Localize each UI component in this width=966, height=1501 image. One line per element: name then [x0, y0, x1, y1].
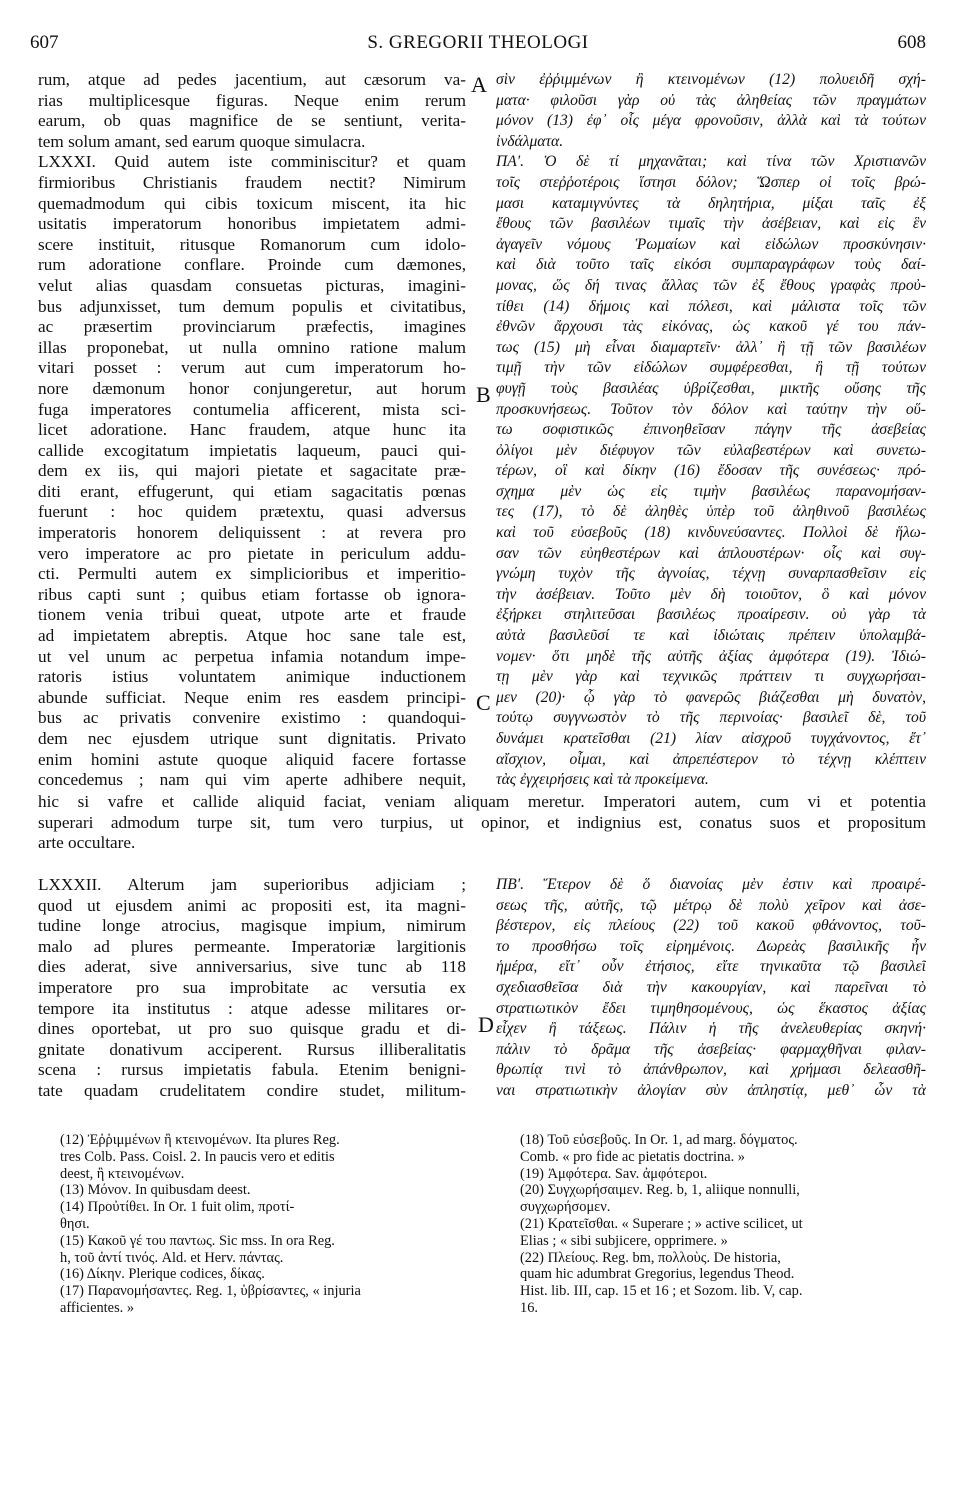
- greek-text-line: πάλιν τὸ δρᾶμα τῆς ἀσεβείας· φαρμαχθῆναι φιλαν-: [496, 1040, 926, 1058]
- latin-text-line: tem solum amant, sed earum quoque simulacra.: [38, 131, 366, 151]
- greek-text-line: σεως τῆς, αὐτῆς, τῷ μέτρῳ δὲ πολὺ χεῖρον καὶ ἀσε-: [496, 896, 926, 914]
- footnote-line: (15) Κακοῦ γέ του παντως. Sic mss. In ora Reg.: [60, 1232, 335, 1249]
- footnote-line: (13) Μόνον. In quibusdam deest.: [60, 1182, 251, 1199]
- latin-text-line: bus ac privatis convenire existimo : quandoqui-: [38, 708, 466, 728]
- footnote-line: (12) Ἐῤῥιμμένων ἢ κτεινομένων. Ita plures Reg.: [60, 1132, 340, 1148]
- greek-text-line: ἐθνῶν ἄρχουσι τὰς εἰκόνας, ὡς κακοῦ γέ του πάν-: [496, 318, 926, 336]
- greek-text-line: τούτῳ συγγνωστὸν τὸ τῆς περινοίας· βασιλεῖ δὲ, τοῦ: [496, 709, 926, 727]
- latin-text-line: dem ex iis, qui majori pietate et sagacitate præ-: [38, 461, 466, 481]
- latin-text-line: ribus capti sunt ; quibus etiam fortasse ob ignora-: [38, 584, 466, 604]
- running-title: S. GREGORII THEOLOGI: [367, 32, 589, 53]
- greek-text-line: σχεδιασθεῖσα διὰ τὴν κακουργίαν, καὶ παρεῖναι τὸ: [496, 978, 926, 996]
- greek-text-line: γνώμη τυχὸν τῆς ἀγνοίας, τέχνῃ συναρπασθεῖσιν εἰς: [496, 565, 926, 583]
- footnotes-right: [520, 1132, 926, 1317]
- footnote-line: quam hic adumbrat Gregorius, legendus Theod.: [520, 1266, 795, 1283]
- latin-text-line: gnitate donativum acciperent. Rursus illiberalitatis: [38, 1039, 466, 1059]
- latin-text-line: dies aderat, sive anniversarius, sive tunc ab 118: [38, 957, 466, 977]
- page-number-right: 608: [897, 32, 926, 53]
- footnotes-left: [60, 1132, 468, 1317]
- footnote-line: Elias ; « sibi subjicere, opprimere. »: [520, 1232, 728, 1249]
- greek-column-top: [496, 70, 926, 791]
- latin-text-line: tate quadam crudelitatem condire studet, militum-: [38, 1080, 466, 1100]
- greek-text-line: σὶν ἐῤῥιμμένων ἢ κτεινομένων (12) πολυειδῆ σχή-: [496, 71, 926, 88]
- greek-text-line: τῃ μὲν γὰρ καὶ τεχνικῶς πράττειν τι συγχωρήσαι-: [496, 668, 926, 686]
- greek-text-line: ἀγαγεῖν νόμους Ῥωμαίων καὶ εἰδώλων προσκύνησιν·: [496, 235, 926, 253]
- latin-text-line: tempore ita institutus : atque adesse militares or-: [38, 998, 466, 1018]
- footnote-line: συγχωρήσομεν.: [520, 1199, 611, 1216]
- greek-text-line: θρωπίᾳ τινὶ τὸ ἀπάνθρωπον, καὶ χρήμασι δελεασθῆ-: [496, 1061, 926, 1079]
- greek-text-line: ἡμέρα, εἴτ᾽ οὖν ἐτήσιος, εἴτε τηνικαῦτα τῷ βασιλεῖ: [496, 958, 926, 976]
- latin-text-line: quemadmodum qui cibis toxicum miscent, ita hic: [38, 193, 466, 213]
- latin-text-line: scere instituit, ritusque Romanorum cum idolo-: [38, 234, 466, 254]
- latin-column-top: [38, 70, 466, 791]
- greek-text-line: καὶ τοῦ εὐσεβοῦς (18) κινδυνεύσαντες. Πολλοὶ δὲ ἥλω-: [496, 524, 926, 542]
- footnote-line: (20) Συγχωρήσαιμεν. Reg. b, 1, aliique nonnulli,: [520, 1182, 800, 1199]
- latin-text-line: vero imperatore ac pro pietate in periculum addu-: [38, 543, 466, 563]
- latin-text-line: usitatis imperatorum honoribus impietatem admi-: [38, 214, 466, 234]
- footnote-line: deest, ἢ κτεινομένων.: [60, 1165, 185, 1182]
- latin-text-line: concedemus ; nam qui vim aperte adhibere nequit,: [38, 770, 466, 790]
- latin-text-line: bus adjunxisset, tum demum populis et civitatibus,: [38, 296, 466, 316]
- latin-text-line: rias multiplicesque figuras. Neque enim rerum: [38, 90, 466, 110]
- latin-text-line: earum, ob quas magnifice de se sentiunt, verita-: [38, 111, 466, 131]
- greek-text-line: τιμῇ τὴν τῶν εἰδώλων συμφέρεσθαι, ἢ τῇ τούτων: [496, 359, 926, 377]
- latin-text-line: nore dæmonum honor conjungeretur, aut horum: [38, 378, 466, 398]
- footnote-line: h, τοῦ ἀντί τινός. Ald. et Herv. πάντας.: [60, 1249, 284, 1266]
- footnote-line: (22) Πλείους. Reg. bm, πολλοὺς. De historia,: [520, 1249, 781, 1266]
- latin-text-line: scena : rursus impietatis fabula. Etenim benigni-: [38, 1060, 466, 1080]
- margin-marker-c: C: [476, 690, 491, 715]
- latin-text-line: superari admodum turpe sit, tum vero turpius, ut opinor, et indignius est, conatus suos et propositum: [38, 812, 926, 832]
- greek-text-line: ΠΒ'. Ἕτερον δὲ ὅ διανοίας μὲν ἐστιν καὶ προαιρέ-: [496, 876, 926, 893]
- greek-text-line: σαν τῶν εὐηθεστέρων καὶ ἁπλουστέρων· οἷς καὶ συγ-: [496, 544, 926, 562]
- latin-text-line: rum adoratione conflare. Proinde cum dæmones,: [38, 255, 466, 275]
- latin-text-line: ac præsertim provinciarum præfectis, imagines: [38, 317, 466, 337]
- greek-text-line: ἔθους τῶν βασιλέων τιμαῖς τὴν ἀσέβειαν, καὶ εἰς ἓν: [496, 215, 926, 233]
- footnote-line: (16) Δίκην. Plerique codices, δίκας.: [60, 1266, 265, 1283]
- latin-text-line: cti. Permulti autem ex simplicioribus et imperitio-: [38, 564, 466, 584]
- footnote-line: Comb. « pro fide ac pietatis doctrina. »: [520, 1148, 745, 1165]
- latin-text-line: ratoris istius voluntatem animique inductionem: [38, 667, 466, 687]
- greek-text-line: μασι καταμιγνύντες τὰ δηλητήρια, μίξαι ταῖς ἐξ: [496, 194, 926, 212]
- footnote-line: (19) Ἀμφότερα. Sav. ἀμφότεροι.: [520, 1165, 708, 1182]
- greek-text-line: στρατιωτικὸν ἔδει τιμηθησομένους, ὡς ἕκαστος ἀξίας: [496, 999, 926, 1017]
- greek-text-line: τὴν ἀσέβειαν. Τοῦτο μὲν δὴ τοιοῦτον, ὃ καὶ μόνον: [496, 585, 926, 603]
- footnote-line: Hist. lib. III, cap. 15 et 16 ; et Sozom. lib. V, cap.: [520, 1283, 803, 1300]
- greek-text-line: τὰς ἐγχειρήσεις καὶ τὰ προκείμενα.: [496, 771, 709, 789]
- latin-text-line: hic si vafre et callide aliquid faciat, veniam aliquam meretur. Imperatori autem, cum vi et potentia: [38, 792, 926, 811]
- latin-text-line: fuerunt : hoc quidem prætextu, quasi adversus: [38, 502, 466, 522]
- greek-text-line: τω σοφιστικῶς ἐπινοηθεῖσαν πάγην τῆς ἀσεβείας: [496, 421, 926, 439]
- greek-text-line: νομεν· ὅτι μηδὲ τῆς αὐτῆς ἀξίας ἀμφότερα (19). Ἰδιώ-: [496, 647, 926, 665]
- greek-text-line: ἐξήρκει στηλιτεῦσαι βασιλέως προαίρεσιν. οὐ γὰρ τὰ: [496, 606, 926, 624]
- margin-marker-d: D: [478, 1012, 494, 1037]
- latin-text-line: diti erant, effugerunt, qui etiam sagacitatis pœnas: [38, 481, 466, 501]
- greek-text-line: καὶ διὰ τοῦτο ταῖς εἰκόσι συμπαραγράφων τοὺς δαί-: [496, 256, 926, 274]
- greek-text-line: αἴσχιον, οἶμαι, καὶ ἀπρεπέστερον τὸ τέχνῃ κλέπτειν: [496, 750, 926, 768]
- greek-text-line: μεν (20)· ᾧ γὰρ τὸ φανερῶς βιάζεσθαι μὴ δυνατὸν,: [496, 688, 926, 706]
- greek-text-line: προσκυνήσεως. Τοῦτον τὸν δόλον καὶ ταύτην τὴν οὕ-: [496, 400, 926, 418]
- latin-text-line: enim homini astute quoque aliquid facere fortasse: [38, 749, 466, 769]
- latin-text-line: ut vel unum ac perpetua infamia notandum impe-: [38, 646, 466, 666]
- running-header: [30, 32, 926, 58]
- latin-text-line: callide excogitatum impietatis laqueum, pauci qui-: [38, 440, 466, 460]
- latin-text-line: malo ad plures permeante. Imperatoriæ largitionis: [38, 936, 466, 956]
- latin-text-line: quod ut ejusdem animi ac propositi est, ita magni-: [38, 895, 466, 915]
- latin-text-line: imperatoris honorem deliquissent : at revera pro: [38, 523, 466, 543]
- greek-text-line: το προσθήσω τοῖς εἰρημένοις. Δωρεὰς βασιλικῆς ἦν: [496, 937, 926, 955]
- greek-text-line: ματα· φιλοῦσι γὰρ οὐ τὰς ἀληθείας τῶν πραγμάτων: [496, 91, 926, 109]
- footnote-line: θησι.: [60, 1215, 90, 1232]
- greek-text-line: ὀλίγοι μὲν διέφυγον τῶν εὐλαβεστέρων καὶ συνετω-: [496, 441, 926, 459]
- latin-text-line: illas proponebat, ut nulla omnino ratione malum: [38, 337, 466, 357]
- latin-text-line: LXXXII. Alterum jam superioribus adjiciam ;: [38, 875, 466, 894]
- greek-text-line: τίθει (14) δήμοις καὶ πόλεσι, καὶ μάλιστα τοῖς τῶν: [496, 297, 926, 315]
- latin-text-line: tudine longe atrocius, magisque impium, nimirum: [38, 916, 466, 936]
- footnote-line: afficientes. »: [60, 1299, 135, 1316]
- latin-column-bottom: [38, 875, 466, 1102]
- latin-text-line: LXXXI. Quid autem iste comminiscitur? et quam: [38, 152, 466, 172]
- greek-text-line: αὐτὰ βασιλεῦσί τε καὶ ἰδιώταις πρέπειν ὑπολαμβά-: [496, 627, 926, 645]
- latin-full-width-paragraph: [38, 792, 926, 854]
- footnote-line: (18) Τοῦ εὐσεβοῦς. In Or. 1, ad marg. δόγματος.: [520, 1132, 798, 1148]
- latin-text-line: dem nec ejusdem utrique sunt dignitatis. Privato: [38, 729, 466, 748]
- greek-text-line: ἰνδάλματα.: [496, 132, 564, 150]
- greek-text-line: ΠΑ'. Ὁ δὲ τί μηχανᾶται; καὶ τίνα τῶν Χριστιανῶν: [496, 153, 926, 171]
- footnote-line: (21) Κρατεῖσθαι. « Superare ; » active scilicet, ut: [520, 1215, 803, 1232]
- latin-text-line: velut alias quasdam consuetas picturas, imagini-: [38, 275, 466, 295]
- greek-text-line: δυνάμει κρατεῖσθαι (21) λίαν αἰσχροῦ τυγχάνοντος, ἔτ᾽: [496, 730, 926, 747]
- greek-text-line: βέστερον, εἰς πλείους (22) τοῦ κακοῦ φθάνοντος, τοῦ-: [496, 917, 926, 935]
- latin-text-line: rum, atque ad pedes jacentium, aut cæsorum va-: [38, 70, 466, 89]
- margin-marker-b: B: [476, 382, 491, 407]
- greek-text-line: τες (17), τὸ δὲ ἀληθὲς ὑπὲρ τοῦ ἀληθινοῦ βασιλέως: [496, 503, 926, 521]
- latin-text-line: dines oportebat, ut pro suo quisque gradu et di-: [38, 1019, 466, 1039]
- greek-text-line: τέρων, οἳ καὶ δίκην (16) ἔδοσαν τῆς συνέσεως· πρό-: [496, 462, 926, 480]
- latin-text-line: firmioribus Christianis fraudem nectit? Nimirum: [38, 172, 466, 192]
- greek-text-line: τως (15) μὴ εἶναι διαμαρτεῖν· ἀλλ᾽ ἢ τῇ τῶν βασιλέων: [496, 338, 926, 356]
- latin-text-line: imperatore pro sua improbitate ac versutia ex: [38, 977, 466, 997]
- greek-column-bottom: [496, 875, 926, 1102]
- latin-text-line: licet adoratione. Hanc fraudem, atque hunc ita: [38, 420, 466, 440]
- page-number-left: 607: [30, 32, 59, 53]
- greek-text-line: εἶχεν ἢ τάξεως. Πάλιν ἡ τῆς ἀνελευθερίας σκηνή·: [496, 1020, 926, 1038]
- greek-text-line: μόνον (13) ἐφ᾽ οἷς μέγα φρονοῦσιν, ἀλλὰ καὶ τὰ τούτων: [496, 112, 926, 130]
- greek-text-line: μονας, ὥς δή τινας ἄλλας τῶν ἐξ ἔθους γραφὰς προὐ-: [496, 276, 926, 294]
- latin-text-line: tionem venia tribui queat, utpote arte et fraude: [38, 605, 466, 625]
- greek-text-line: σχημα μὲν ὡς εἰς τιμὴν βασιλέως παρανομήσαν-: [496, 482, 926, 500]
- greek-text-line: φυγῇ τοὺς βασιλέας ὑβρίζεσθαι, μικτῆς οὔσης τῆς: [496, 379, 926, 397]
- latin-text-line: vitari posset : verum aut cum imperatorum ho-: [38, 358, 466, 378]
- margin-marker-a: A: [471, 72, 487, 97]
- latin-text-line: fuga imperatores contumelia afficerent, mista sci-: [38, 399, 466, 419]
- latin-text-line: arte occultare.: [38, 833, 136, 853]
- latin-text-line: abunde sufficiat. Neque enim res easdem principi-: [38, 687, 466, 707]
- footnote-line: 16.: [520, 1299, 538, 1316]
- footnote-line: (17) Παρανομήσαντες. Reg. 1, ὑβρίσαντες, « injuria: [60, 1283, 361, 1300]
- footnote-line: tres Colb. Pass. Coisl. 2. In paucis vero et editis: [60, 1148, 335, 1165]
- latin-text-line: ad impietatem abreptis. Atque hoc sane tale est,: [38, 626, 466, 646]
- footnote-line: (14) Προὐτίθει. In Or. 1 fuit olim, προτί-: [60, 1199, 295, 1216]
- greek-text-line: ναι στρατιωτικὴν ἀλογίαν σὺν ἀπληστίᾳ, μεθ᾽ ὧν τὰ: [496, 1081, 926, 1099]
- greek-text-line: τοῖς στεῤῥοτέροις ἵστησι δόλον; Ὥσπερ οἱ τοῖς βρώ-: [496, 173, 926, 191]
